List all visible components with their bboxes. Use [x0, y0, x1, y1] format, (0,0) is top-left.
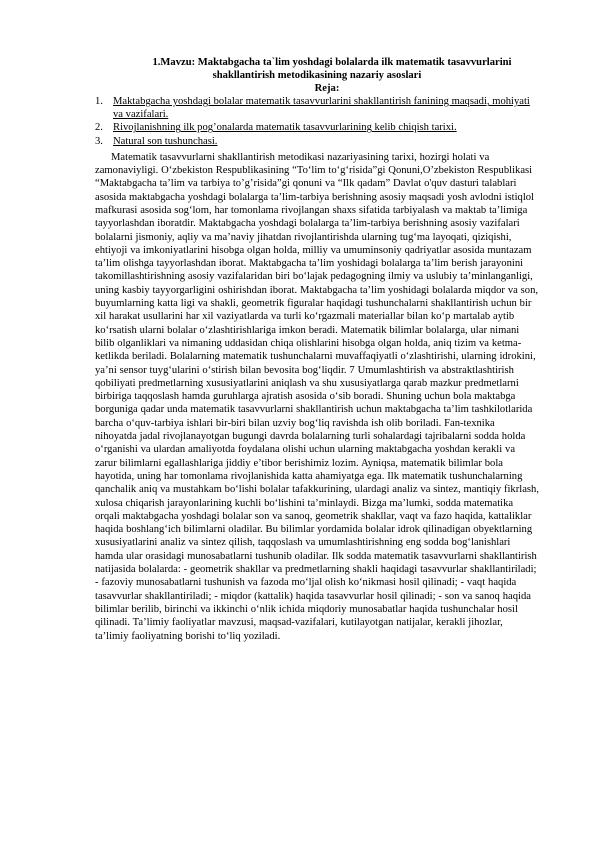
plan-item-number: 1. [95, 96, 103, 107]
plan-item-text: Rivojlanishning ilk pog’onalarda matematik tasavvurlarining kelib chiqish tarixi. [113, 122, 457, 134]
title-line-1: 1.Mavzu: Maktabgacha ta`lim yoshdagi bolalarda ilk matematik tasavvurlarini [152, 57, 512, 68]
body-paragraph: Matematik tasavvurlarni shakllantirish metodikasi nazariyasining tarixi, hozirgi holati va zamonaviyligi. O‘zbekiston Respublikasining “To‘lim to‘g‘risida”gi Qonuni,O’zbekiston Respublikasi “Maktabgacha ta’lim va tarbiya to’g’risida”gi qonuni va “Ilk qadam” Davlat o'quv dasturi talablari asosida maktabgacha yoshdagi bolalarga ta’lim-tarbiya berishning asosiy maqsadi yosh avlodni istiqlol mafkurasi asosida sog‘lom, har tomonlama rivojlangan shaxs sifatida tarbiyalash va maktab ta’limiga tayyorlashdan iboratdir. Maktabgacha yoshdagi bolalarga ta’lim-tarbiya berishning asosiy vazifalari bolalarni jismoniy, aqliy va ma’naviy jihatdan rivojlantirishda ularning tug‘ma layoqati, qiziqishi, ehtiyoji va imkoniyatlarini hisobga olgan holda, milliy va umuminsoniy qadriyatlar asosida muntazam ta’lim olishga tayyorlashdan iborat. Maktabgacha ta’lim yoshidagi bolalarga ta’lim berish jarayonini takomillashtirishning asosiy vazifalaridan biri bo‘lajak pedagogning ilmiy va uslubiy ta’minlanganligi, uning kasbiy tayyorgarligini oshirishdan iborat. Maktabgacha ta’lim yoshidagi bolalarda miqdor va son, buyumlarning katta ligi va shakli, geometrik figuralar haqidagi tushunchalarni shakllantirish uchun bir xil harakat usullarini har xil vaziyatlarda va turli ko‘rgazmali materiallar bilan ko‘p martalab aytib ko‘rsatish ularni bolalar o‘zlashtirishlariga imkon beradi. Matematik bilimlar bolalarga, ular nimani bilib olganliklari va nimaning uddasidan chiqa olishlarini hisobga olgan holda, aniq tizim va ketma-ketlikda beriladi. Bolalarning matematik tushunchalarni muvaffaqiyatli o‘zlashtirishi, ularning idrokini, ya’ni sensor tuyg‘ularini o‘stirish bilan bevosita bog‘liqdir. 7 Umumlashtirish va abstraktlashtirish qobiliyati predmetlarning xususiyatlarini aniqlash va shu xususiyatlarga qarab mazkur predmetlarni birbiriga taqqoslash hamda guruhlarga ajratish asosida o‘sib boradi. Shuning uchun bola maktabga borguniga qadar unda matematik tasavvurlarni shakllantirish uchun maktabgacha ta’lim tashkilotlarida barcha o‘quv-tarbiya ishlari bir-biri bilan uzviy bog‘liq ravishda ish olib boriladi. Fan-texnika nihoyatda jadal rivojlanayotgan bugungi davrda bolalarning turli sohalardagi tajribalarni sodda holda o‘rganishi va ulardan amaliyotda foydalana olishi uchun ularning maktabgacha yoshdan kerakli va zarur bilimlarni egallashlariga jiddiy e’tibor berishimiz lozim. Ayniqsa, matematik bilimlar bola hayotida, uning har tomonlama rivojlanishida katta ahamiyatga ega. Ilk matematik tushunchalarning qanchalik aniq va mustahkam bo‘lishi bolalar tafakkurining, ulardagi analiz va sintez, mantiqiy fikrlash, xulosa chiqarish jarayonlarining kuchli bo‘lishini ta’minlaydi. Bizga ma’lumki, sodda matematika orqali maktabgacha yoshdagi bolalar son va sanoq, geometrik shakllar, vaqt va fazo haqida, kattaliklar haqida boshlang‘ich bilimlarni oladilar. Bu bilimlar yordamida bolalar idrok qilinadigan obyektlarning xususiyatlarini analiz va sintez qilish, taqqoslash va umumlashtirishning eng sodda bog‘lanishlari hamda ular orasidagi munosabatlarni tushunib oladilar. Ilk sodda matematik tasavvurlarni shakllantirish natijasida bolalarda: - geometrik shakllar va predmetlarning shakli haqidagi tasavvurlar shakllantiriladi; - fazoviy munosabatlarni tushunish va fazoda mo‘ljal olish ko‘nikmasi hosil qilinadi; - vaqt haqida tasavvurlar shakllantiriladi; - miqdor (kattalik) haqida tasavvurlar hosil qilinadi; - son va sanoq haqida bilimlar berilib, birinchi va ikkinchi o‘nlik ichida miqdoriy munosabatlar haqida tushunchalar hosil qilinadi. Ta’limiy faoliyatlar mavzusi, maqsad-vazifalari, kutilayotgan natijalar, kerakli jihozlar, ta’limiy faoliyatning borishi to‘liq yoziladi. [95, 151, 539, 642]
document-page [95, 56, 539, 643]
title-line-2: shakllantirish metodikasining nazariy asoslari [212, 70, 422, 81]
plan-item [95, 121, 539, 134]
plan-item-text: Maktabgacha yoshdagi bolalar matematik tasavvurlarini shakllantirish fanining maqsadi, mohiyati va vazifalari. [113, 96, 530, 121]
plan-item-number: 2. [95, 122, 103, 134]
plan-list [95, 95, 539, 148]
document-title [95, 56, 539, 82]
plan-item [95, 95, 539, 121]
plan-item-text: Natural son tushunchasi. [113, 135, 218, 147]
plan-heading: Reja: [314, 83, 340, 94]
plan-item-number: 3. [95, 135, 103, 147]
plan-item [95, 135, 539, 148]
